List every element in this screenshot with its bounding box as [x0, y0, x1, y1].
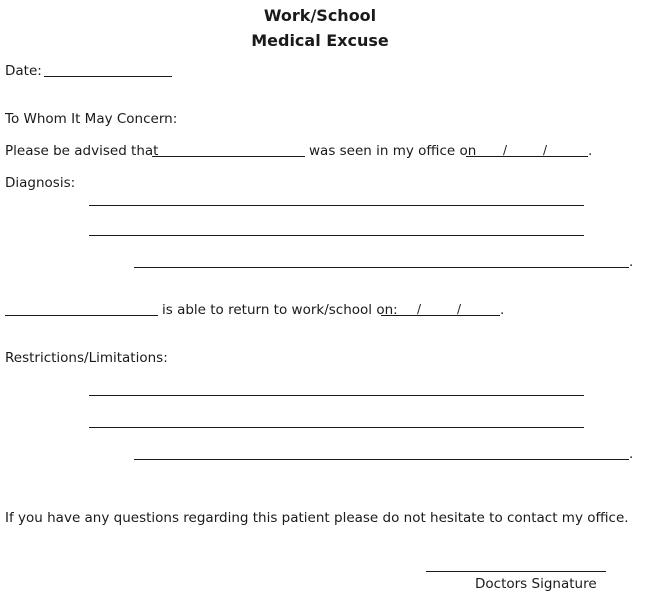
- form-title-line1: Work/School: [263, 6, 377, 25]
- signature-field-line[interactable]: [426, 571, 606, 572]
- date-field-line[interactable]: [44, 76, 172, 77]
- signature-label: Doctors Signature: [475, 576, 597, 592]
- restrictions-line-2[interactable]: [89, 427, 584, 428]
- advised-suffix-text: was seen in my office on: [309, 143, 477, 159]
- visit-date-slash-2: /: [543, 143, 548, 157]
- restrictions-period: .: [629, 446, 634, 462]
- restrictions-line-3[interactable]: [134, 459, 629, 460]
- date-label: Date:: [5, 63, 42, 79]
- return-date-period: .: [500, 302, 505, 318]
- return-date-field-line[interactable]: [381, 315, 500, 316]
- visit-date-slash-1: /: [503, 143, 508, 157]
- restrictions-label: Restrictions/Limitations:: [5, 350, 168, 366]
- diagnosis-label: Diagnosis:: [5, 175, 76, 191]
- advised-prefix-text: Please be advised that: [5, 143, 159, 159]
- form-title-line2: Medical Excuse: [251, 31, 389, 50]
- diagnosis-period: .: [629, 254, 634, 270]
- restrictions-line-1[interactable]: [89, 395, 584, 396]
- return-text: is able to return to work/school on:: [162, 302, 398, 318]
- salutation-text: To Whom It May Concern:: [5, 111, 178, 127]
- diagnosis-line-2[interactable]: [89, 235, 584, 236]
- visit-date-field-line[interactable]: [466, 156, 588, 157]
- visit-date-period: .: [588, 143, 593, 159]
- questions-text: If you have any questions regarding this patient please do not hesitate to contact my office.: [5, 510, 629, 526]
- return-date-slash-2: /: [457, 302, 462, 316]
- diagnosis-line-3[interactable]: [134, 267, 629, 268]
- patient-name-field-line[interactable]: [152, 156, 305, 157]
- diagnosis-line-1[interactable]: [89, 205, 584, 206]
- return-patient-name-field-line[interactable]: [5, 315, 158, 316]
- return-date-slash-1: /: [417, 302, 422, 316]
